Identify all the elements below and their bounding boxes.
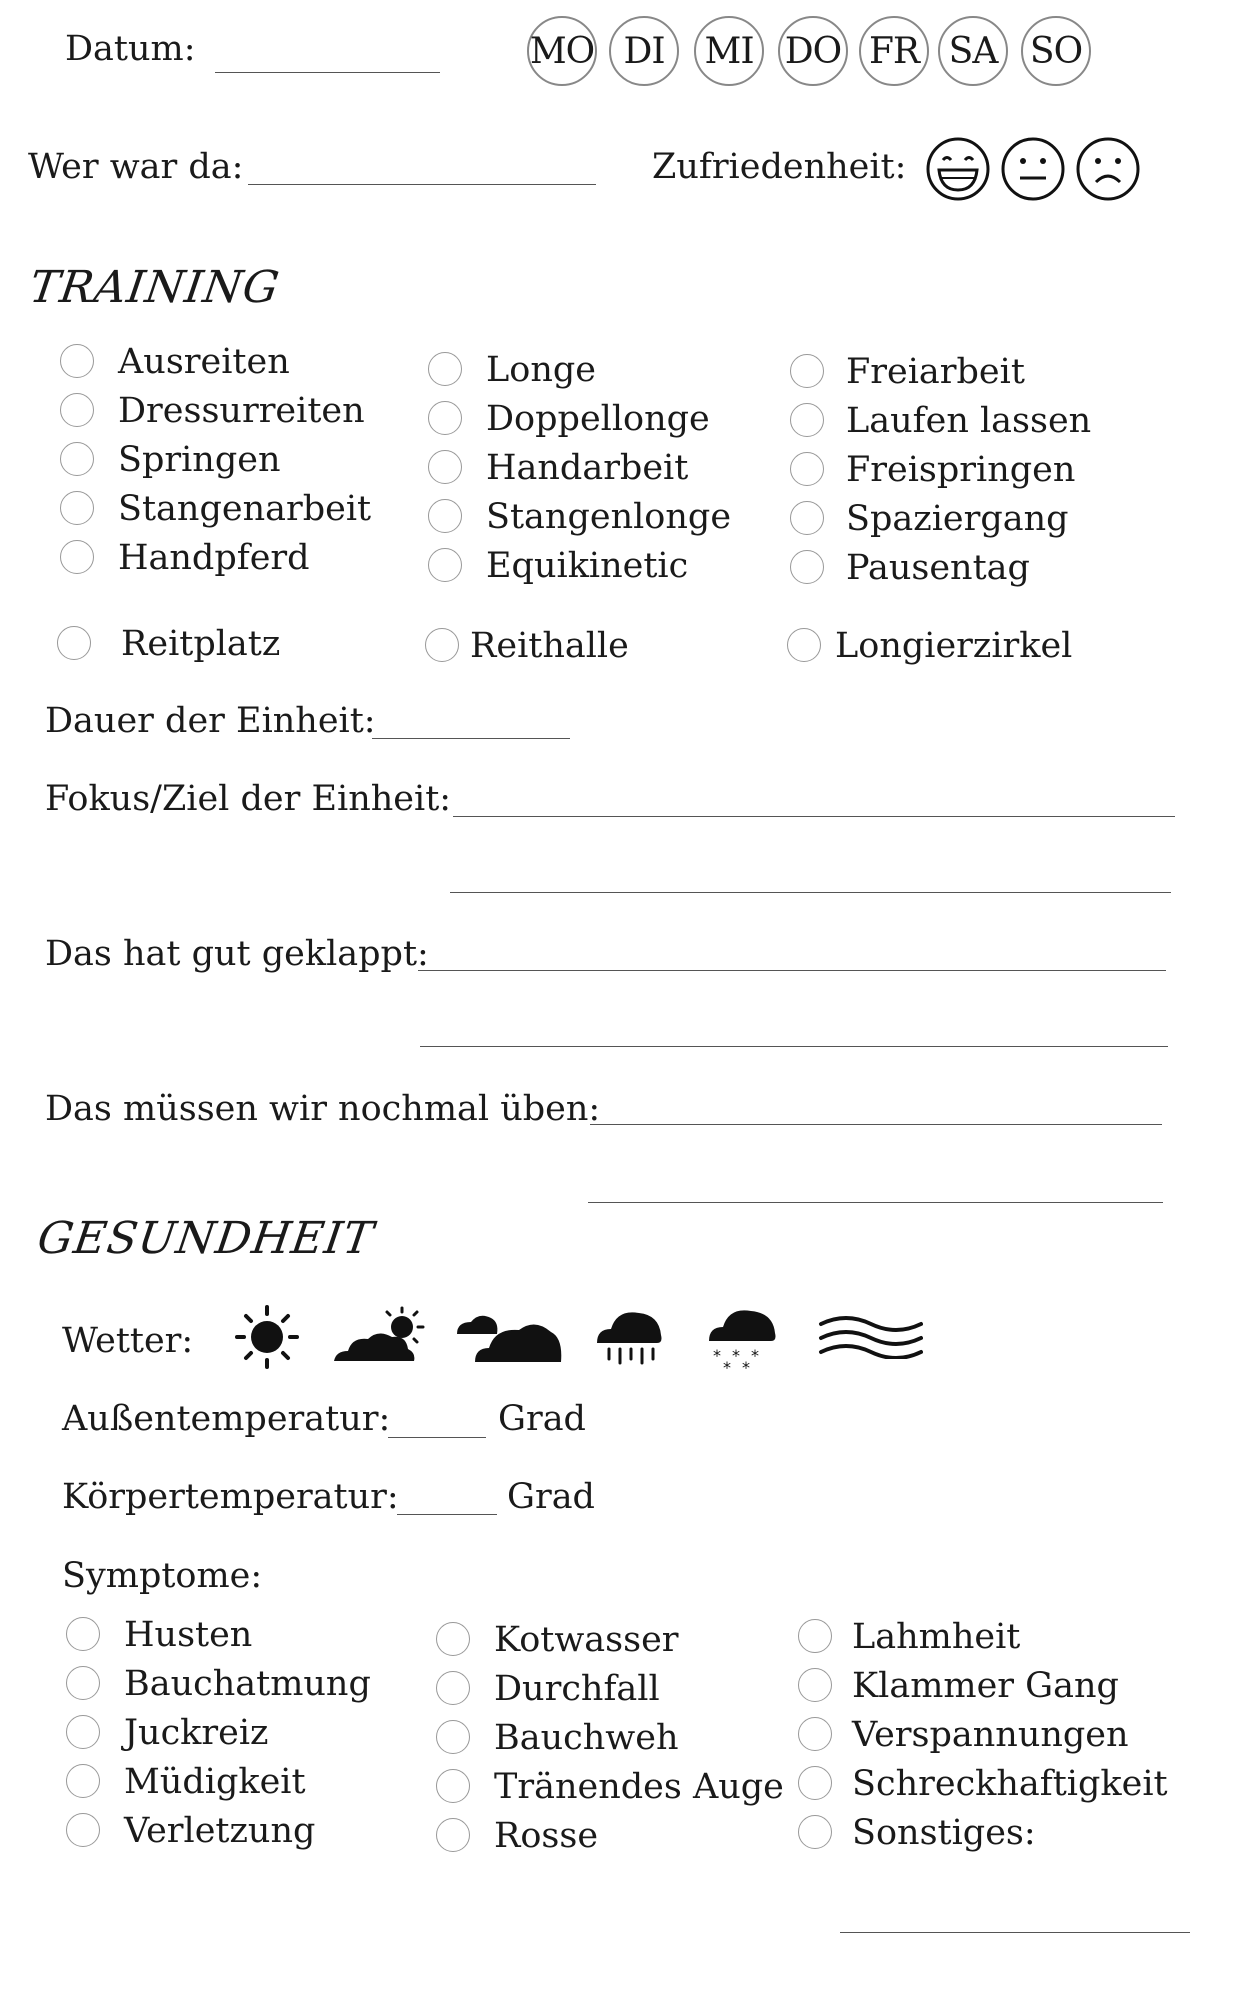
partly-cloudy-icon[interactable] bbox=[332, 1305, 427, 1365]
option-label: Schreckhaftigkeit bbox=[852, 1764, 1168, 1804]
duration-field[interactable] bbox=[372, 738, 570, 739]
symptoms-label: Symptome: bbox=[62, 1556, 263, 1596]
grinning-face-icon[interactable] bbox=[925, 136, 991, 202]
option-label: Müdigkeit bbox=[124, 1762, 306, 1802]
radio-button[interactable] bbox=[798, 1815, 832, 1849]
body-temp-field[interactable] bbox=[397, 1514, 497, 1515]
svg-text:*: * bbox=[713, 1346, 721, 1365]
svg-text:*: * bbox=[751, 1346, 759, 1365]
duration-label: Dauer der Einheit: bbox=[45, 701, 376, 741]
good-field-line-1[interactable] bbox=[418, 970, 1166, 971]
radio-button[interactable] bbox=[425, 628, 459, 662]
outside-temp-unit: Grad bbox=[498, 1399, 586, 1439]
focus-label: Fokus/Ziel der Einheit: bbox=[45, 779, 452, 819]
practice-field-line-1[interactable] bbox=[590, 1124, 1162, 1125]
radio-button[interactable] bbox=[60, 344, 94, 378]
radio-button[interactable] bbox=[60, 442, 94, 476]
option-label: Longe bbox=[486, 350, 596, 390]
option-label: Kotwasser bbox=[494, 1620, 679, 1660]
svg-text:*: * bbox=[732, 1346, 740, 1365]
radio-button[interactable] bbox=[798, 1619, 832, 1653]
date-label: Datum: bbox=[65, 29, 196, 69]
health-heading: GESUNDHEIT bbox=[34, 1213, 378, 1264]
option-label: Lahmheit bbox=[852, 1617, 1021, 1657]
day-fr[interactable]: FR bbox=[859, 16, 929, 86]
option-label: Spaziergang bbox=[846, 499, 1069, 539]
satisfaction-label: Zufriedenheit: bbox=[652, 147, 907, 187]
date-field[interactable] bbox=[215, 72, 440, 73]
svg-text:*: * bbox=[723, 1358, 731, 1375]
option-label: Verletzung bbox=[124, 1811, 316, 1851]
day-so[interactable]: SO bbox=[1021, 16, 1091, 86]
radio-button[interactable] bbox=[790, 550, 824, 584]
option-label: Bauchweh bbox=[494, 1718, 679, 1758]
radio-button[interactable] bbox=[787, 628, 821, 662]
radio-button[interactable] bbox=[790, 501, 824, 535]
radio-button[interactable] bbox=[790, 403, 824, 437]
good-label: Das hat gut geklappt: bbox=[45, 934, 429, 974]
radio-button[interactable] bbox=[66, 1813, 100, 1847]
option-label: Freiarbeit bbox=[846, 352, 1025, 392]
option-label: Stangenlonge bbox=[486, 497, 732, 537]
radio-button[interactable] bbox=[790, 354, 824, 388]
option-label: Husten bbox=[124, 1615, 253, 1655]
practice-label: Das müssen wir nochmal üben: bbox=[45, 1089, 601, 1129]
option-label: Handpferd bbox=[118, 538, 310, 578]
option-label: Reithalle bbox=[470, 626, 629, 666]
option-label: Rosse bbox=[494, 1816, 599, 1856]
snow-icon[interactable] bbox=[705, 1305, 780, 1375]
svg-text:*: * bbox=[742, 1358, 750, 1375]
option-label: Ausreiten bbox=[118, 342, 290, 382]
radio-button[interactable] bbox=[428, 401, 462, 435]
radio-button[interactable] bbox=[436, 1818, 470, 1852]
option-label: Equikinetic bbox=[486, 546, 689, 586]
radio-button[interactable] bbox=[57, 626, 91, 660]
radio-button[interactable] bbox=[60, 540, 94, 574]
body-temp-unit: Grad bbox=[507, 1477, 595, 1517]
neutral-face-icon[interactable] bbox=[1000, 136, 1066, 202]
radio-button[interactable] bbox=[428, 352, 462, 386]
who-label: Wer war da: bbox=[28, 147, 244, 187]
option-label: Reitplatz bbox=[121, 624, 281, 664]
radio-button[interactable] bbox=[60, 491, 94, 525]
option-label: Sonstiges: bbox=[852, 1813, 1036, 1853]
rain-icon[interactable] bbox=[593, 1305, 665, 1371]
training-heading: TRAINING bbox=[26, 262, 283, 313]
option-label: Stangenarbeit bbox=[118, 489, 372, 529]
radio-button[interactable] bbox=[798, 1766, 832, 1800]
body-temp-label: Körpertemperatur: bbox=[62, 1477, 399, 1517]
good-field-line-2[interactable] bbox=[420, 1046, 1168, 1047]
outside-temp-field[interactable] bbox=[388, 1437, 486, 1438]
other-symptom-field[interactable] bbox=[840, 1932, 1190, 1933]
option-label: Longierzirkel bbox=[835, 626, 1073, 666]
option-label: Juckreiz bbox=[124, 1713, 269, 1753]
option-label: Handarbeit bbox=[486, 448, 689, 488]
day-do[interactable]: DO bbox=[778, 16, 848, 86]
focus-field-line-2[interactable] bbox=[450, 892, 1171, 893]
radio-button[interactable] bbox=[66, 1666, 100, 1700]
option-label: Verspannungen bbox=[852, 1715, 1129, 1755]
radio-button[interactable] bbox=[798, 1668, 832, 1702]
weather-label: Wetter: bbox=[62, 1321, 194, 1361]
who-field[interactable] bbox=[248, 184, 596, 185]
option-label: Pausentag bbox=[846, 548, 1030, 588]
radio-button[interactable] bbox=[428, 548, 462, 582]
sun-icon[interactable] bbox=[233, 1303, 301, 1371]
option-label: Laufen lassen bbox=[846, 401, 1092, 441]
day-sa[interactable]: SA bbox=[938, 16, 1008, 86]
practice-field-line-2[interactable] bbox=[588, 1202, 1163, 1203]
focus-field-line-1[interactable] bbox=[453, 816, 1175, 817]
option-label: Tränendes Auge bbox=[494, 1767, 784, 1807]
radio-button[interactable] bbox=[428, 499, 462, 533]
option-label: Freispringen bbox=[846, 450, 1076, 490]
day-mo[interactable]: MO bbox=[527, 16, 597, 86]
option-label: Klammer Gang bbox=[852, 1666, 1119, 1706]
radio-button[interactable] bbox=[428, 450, 462, 484]
outside-temp-label: Außentemperatur: bbox=[62, 1399, 391, 1439]
radio-button[interactable] bbox=[66, 1715, 100, 1749]
cloudy-icon[interactable] bbox=[455, 1310, 563, 1365]
option-label: Springen bbox=[118, 440, 281, 480]
radio-button[interactable] bbox=[60, 393, 94, 427]
day-mi[interactable]: MI bbox=[694, 16, 764, 86]
radio-button[interactable] bbox=[66, 1764, 100, 1798]
option-label: Dressurreiten bbox=[118, 391, 365, 431]
radio-button[interactable] bbox=[436, 1671, 470, 1705]
radio-button[interactable] bbox=[436, 1720, 470, 1754]
radio-button[interactable] bbox=[436, 1622, 470, 1656]
radio-button[interactable] bbox=[66, 1617, 100, 1651]
radio-button[interactable] bbox=[436, 1769, 470, 1803]
radio-button[interactable] bbox=[798, 1717, 832, 1751]
day-di[interactable]: DI bbox=[609, 16, 679, 86]
frowning-face-icon[interactable] bbox=[1075, 136, 1141, 202]
radio-button[interactable] bbox=[790, 452, 824, 486]
option-label: Doppellonge bbox=[486, 399, 710, 439]
option-label: Bauchatmung bbox=[124, 1664, 371, 1704]
option-label: Durchfall bbox=[494, 1669, 660, 1709]
wind-icon[interactable] bbox=[818, 1314, 923, 1359]
